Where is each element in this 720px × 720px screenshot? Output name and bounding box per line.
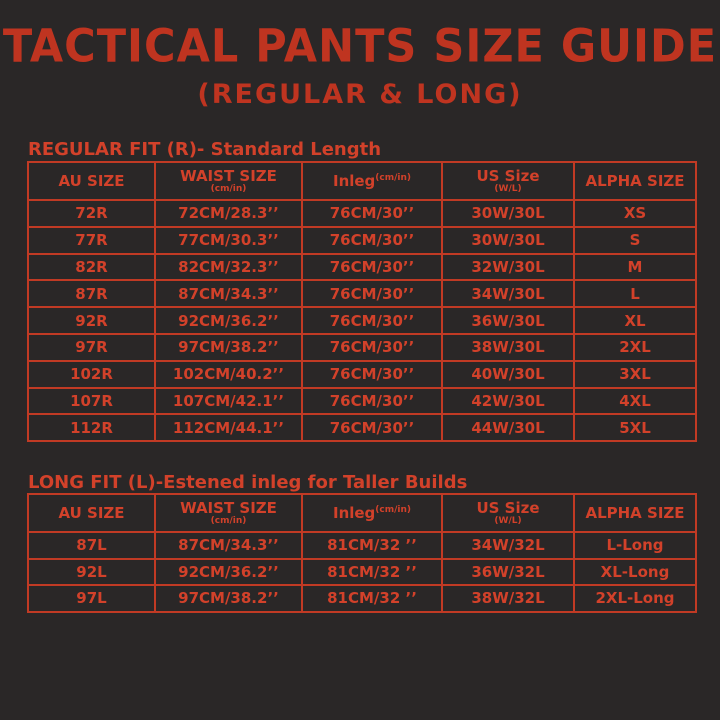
cell-alpha-size: 3XL xyxy=(574,361,696,388)
cell-us-size: 34W/30L xyxy=(442,280,574,307)
header-waist-size: WAIST SIZE (cm/in) xyxy=(155,162,302,200)
long-fit-table xyxy=(27,493,697,613)
cell-alpha-size: XL xyxy=(574,307,696,334)
cell-waist-size: 97CM/38.2’’ xyxy=(155,585,302,612)
cell-inleg: 81CM/32 ’’ xyxy=(302,585,442,612)
cell-alpha-size: XL-Long xyxy=(574,559,696,586)
cell-inleg: 76CM/30’’ xyxy=(302,227,442,254)
table-row xyxy=(28,280,696,307)
cell-waist-size: 72CM/28.3’’ xyxy=(155,200,302,227)
cell-au-size: 87L xyxy=(28,532,155,559)
page-subtitle: (REGULAR & LONG) xyxy=(197,79,523,110)
cell-waist-size: 92CM/36.2’’ xyxy=(155,307,302,334)
cell-au-size: 72R xyxy=(28,200,155,227)
cell-au-size: 92R xyxy=(28,307,155,334)
page-title: TACTICAL PANTS SIZE GUIDE xyxy=(2,20,718,74)
header-inleg: Inleg$^{(cm/in)}$ xyxy=(302,162,442,200)
long-fit-heading: LONG FIT (L)-Estened inleg for Taller Builds xyxy=(28,472,468,493)
cell-au-size: 97L xyxy=(28,585,155,612)
header-alpha-size: ALPHA SIZE xyxy=(574,162,696,200)
cell-au-size: 97R xyxy=(28,334,155,361)
cell-alpha-size: L xyxy=(574,280,696,307)
table-row xyxy=(28,532,696,559)
cell-us-size: 38W/30L xyxy=(442,334,574,361)
cell-inleg: 76CM/30’’ xyxy=(302,414,442,441)
cell-inleg: 76CM/30’’ xyxy=(302,200,442,227)
cell-inleg: 76CM/30’’ xyxy=(302,254,442,281)
cell-us-size: 36W/30L xyxy=(442,307,574,334)
cell-au-size: 87R xyxy=(28,280,155,307)
table-row xyxy=(28,559,696,586)
table-header-row xyxy=(28,162,696,200)
cell-waist-size: 112CM/44.1’’ xyxy=(155,414,302,441)
cell-alpha-size: 5XL xyxy=(574,414,696,441)
cell-alpha-size: L-Long xyxy=(574,532,696,559)
cell-alpha-size: 2XL-Long xyxy=(574,585,696,612)
cell-au-size: 82R xyxy=(28,254,155,281)
cell-us-size: 42W/30L xyxy=(442,388,574,415)
cell-us-size: 30W/30L xyxy=(442,227,574,254)
cell-us-size: 36W/32L xyxy=(442,559,574,586)
cell-us-size: 38W/32L xyxy=(442,585,574,612)
header-alpha-size: ALPHA SIZE xyxy=(574,494,696,532)
cell-inleg: 76CM/30’’ xyxy=(302,361,442,388)
cell-waist-size: 82CM/32.3’’ xyxy=(155,254,302,281)
cell-waist-size: 87CM/34.3’’ xyxy=(155,280,302,307)
cell-us-size: 44W/30L xyxy=(442,414,574,441)
cell-inleg: 81CM/32 ’’ xyxy=(302,532,442,559)
cell-us-size: 30W/30L xyxy=(442,200,574,227)
cell-waist-size: 102CM/40.2’’ xyxy=(155,361,302,388)
cell-waist-size: 92CM/36.2’’ xyxy=(155,559,302,586)
header-au-size: AU SIZE xyxy=(28,162,155,200)
cell-au-size: 107R xyxy=(28,388,155,415)
regular-fit-table xyxy=(27,161,697,442)
cell-waist-size: 97CM/38.2’’ xyxy=(155,334,302,361)
cell-waist-size: 87CM/34.3’’ xyxy=(155,532,302,559)
cell-inleg: 81CM/32 ’’ xyxy=(302,559,442,586)
regular-fit-heading: REGULAR FIT (R)- Standard Length xyxy=(28,139,382,160)
cell-alpha-size: S xyxy=(574,227,696,254)
cell-alpha-size: 4XL xyxy=(574,388,696,415)
table-row xyxy=(28,227,696,254)
cell-waist-size: 77CM/30.3’’ xyxy=(155,227,302,254)
table-row xyxy=(28,414,696,441)
header-inleg: Inleg$^{(cm/in)}$ xyxy=(302,494,442,532)
header-au-size: AU SIZE xyxy=(28,494,155,532)
cell-alpha-size: M xyxy=(574,254,696,281)
table-header-row xyxy=(28,494,696,532)
cell-au-size: 77R xyxy=(28,227,155,254)
header-us-size: US Size (W/L) xyxy=(442,162,574,200)
cell-inleg: 76CM/30’’ xyxy=(302,307,442,334)
cell-alpha-size: XS xyxy=(574,200,696,227)
cell-inleg: 76CM/30’’ xyxy=(302,334,442,361)
cell-au-size: 92L xyxy=(28,559,155,586)
cell-us-size: 40W/30L xyxy=(442,361,574,388)
table-row xyxy=(28,585,696,612)
cell-inleg: 76CM/30’’ xyxy=(302,388,442,415)
table-row xyxy=(28,334,696,361)
cell-inleg: 76CM/30’’ xyxy=(302,280,442,307)
table-row xyxy=(28,361,696,388)
cell-au-size: 102R xyxy=(28,361,155,388)
cell-au-size: 112R xyxy=(28,414,155,441)
table-row xyxy=(28,388,696,415)
cell-us-size: 34W/32L xyxy=(442,532,574,559)
cell-alpha-size: 2XL xyxy=(574,334,696,361)
cell-us-size: 32W/30L xyxy=(442,254,574,281)
table-row xyxy=(28,200,696,227)
table-row xyxy=(28,254,696,281)
header-us-size: US Size (W/L) xyxy=(442,494,574,532)
cell-waist-size: 107CM/42.1’’ xyxy=(155,388,302,415)
header-waist-size: WAIST SIZE (cm/in) xyxy=(155,494,302,532)
table-row xyxy=(28,307,696,334)
